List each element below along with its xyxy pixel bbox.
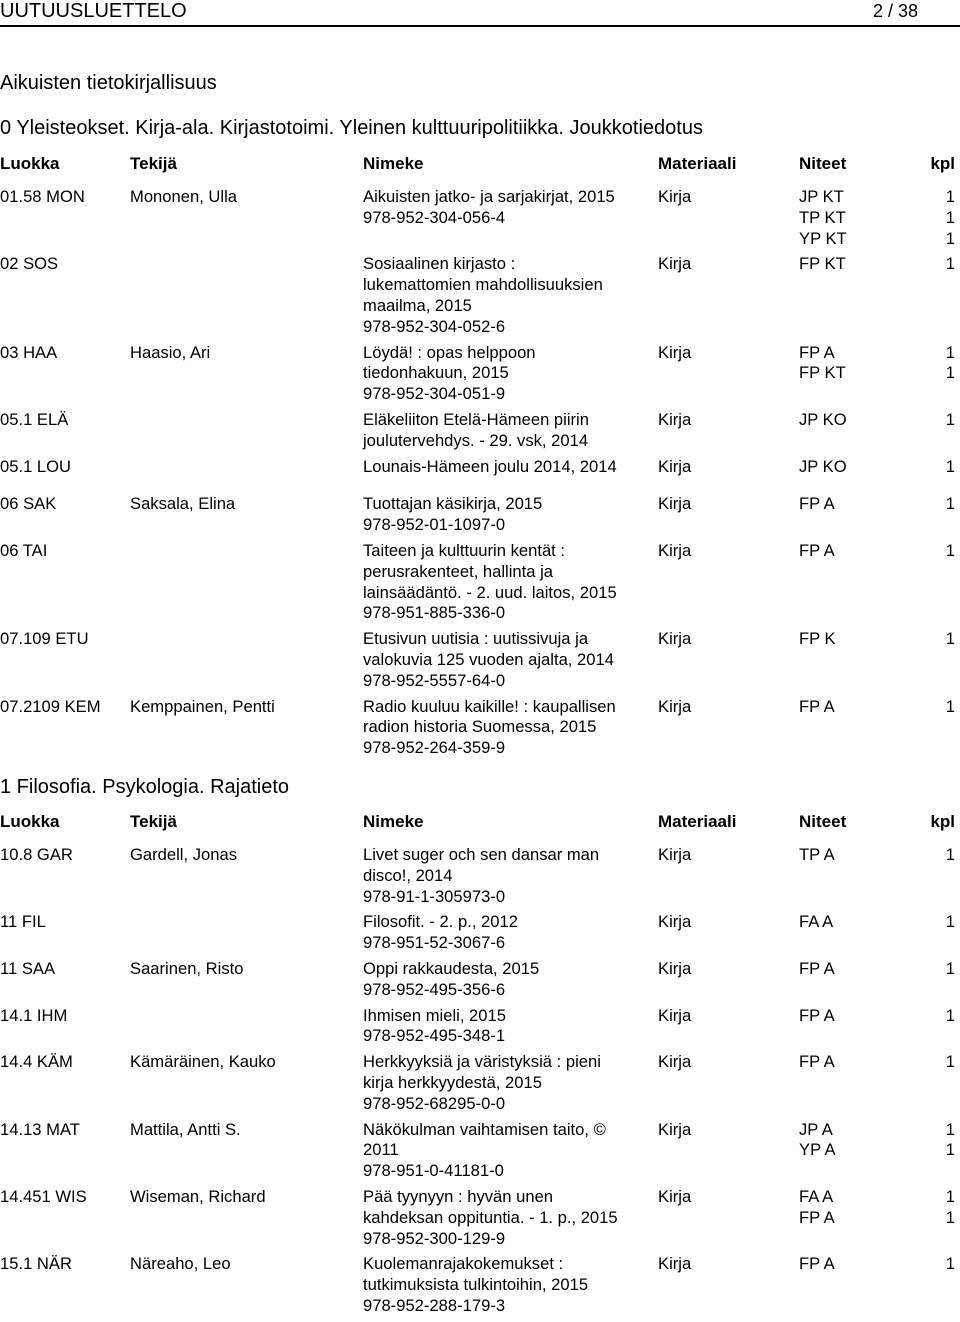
entry-title [363, 629, 653, 691]
catalog-entry [0, 541, 960, 624]
entry-copy-location: FP A [799, 342, 835, 362]
entry-title-line: Tuottajan käsikirja, 2015 [363, 494, 543, 514]
entry-count-value: 1 [945, 342, 955, 362]
entry-copies [799, 959, 835, 980]
entry-copies [799, 697, 835, 718]
entry-count-value: 1 [945, 958, 955, 978]
entry-title-line: 978-951-0-41181-0 [363, 1161, 504, 1181]
entry-classification: 06 SAK [0, 494, 57, 514]
catalog-entry [0, 187, 960, 249]
entry-count [946, 959, 955, 980]
col-luokka: Luokka [0, 154, 60, 173]
entry-author: Haasio, Ari [130, 342, 211, 362]
entry-count-value: 1 [945, 494, 955, 514]
entry-title-line: 978-951-52-3067-6 [363, 933, 506, 953]
entry-count-value: 1 [945, 187, 955, 206]
entry-count [946, 187, 955, 249]
catalog-entry [0, 697, 960, 759]
entry-title-line: 978-952-300-129-9 [363, 1228, 506, 1248]
entry-count [946, 457, 955, 478]
entry-classification: 11 SAA [0, 958, 56, 978]
entry-title [363, 410, 653, 452]
catalog-entry [0, 343, 960, 405]
entry-material: Kirja [658, 1005, 692, 1025]
entry-author: Kemppainen, Pentti [130, 696, 275, 716]
catalog-entry [0, 912, 960, 954]
entry-count [946, 541, 955, 562]
entry-material: Kirja [658, 540, 692, 560]
entry-copy-location: TP KT [799, 207, 846, 227]
entry-author: Wiseman, Richard [130, 1186, 266, 1206]
group-heading: 0 Yleisteokset. Kirja-ala. Kirjastotoimi. Yleinen kulttuuripolitiikka. Joukkotiedotus [0, 117, 703, 139]
entries-group-0 [0, 187, 960, 764]
entry-classification: 07.109 ETU [0, 629, 89, 649]
entry-title [363, 1120, 653, 1182]
catalog-entry [0, 1254, 960, 1316]
entry-title-line: Sosiaalinen kirjasto : [363, 254, 516, 274]
col-kpl: kpl [930, 812, 955, 831]
entry-classification: 05.1 ELÄ [0, 409, 69, 429]
entry-title-line: 978-91-1-305973-0 [363, 886, 506, 906]
entry-copies [799, 912, 833, 933]
entry-author: Saksala, Elina [130, 494, 236, 514]
entry-title-line: Taiteen ja kulttuurin kentät : [363, 540, 566, 560]
col-niteet: Niteet [799, 812, 847, 831]
entry-title [363, 457, 653, 478]
entry-copy-location: FP A [799, 1052, 835, 1072]
entry-copy-location: JP A [799, 1119, 833, 1139]
col-tekija: Tekijä [130, 154, 177, 173]
entry-count-value: 1 [945, 228, 955, 248]
entry-title-line: 2011 [363, 1140, 399, 1160]
entry-title-line: Kuolemanrajakokemukset : [363, 1254, 564, 1274]
entry-count [946, 1052, 955, 1073]
entry-material: Kirja [658, 696, 692, 716]
entry-title-line: Näkökulman vaihtamisen taito, © [363, 1119, 606, 1139]
entry-title-line: maailma, 2015 [363, 295, 472, 315]
entry-material: Kirja [658, 494, 692, 514]
entry-author: Näreaho, Leo [130, 1254, 231, 1274]
group-heading: 1 Filosofia. Psykologia. Rajatieto [0, 776, 290, 798]
entry-copies [799, 845, 835, 866]
entry-classification: 15.1 NÄR [0, 1254, 72, 1274]
entry-title [363, 187, 653, 229]
col-kpl: kpl [930, 154, 955, 173]
entry-copy-location: TP A [799, 845, 835, 864]
entry-material: Kirja [658, 1119, 692, 1139]
entry-copy-location: FP A [799, 1005, 835, 1025]
entry-copies [799, 629, 836, 650]
entry-title-line: 978-952-5557-64-0 [363, 670, 506, 690]
entry-material: Kirja [658, 629, 692, 649]
entry-count-value: 1 [945, 409, 955, 429]
entry-classification: 14.13 MAT [0, 1119, 80, 1139]
entry-copies [799, 541, 835, 562]
section-title: Aikuisten tietokirjallisuus [0, 72, 217, 94]
entry-copy-location: JP KO [799, 409, 847, 429]
page-number: 2 / 38 [872, 1, 918, 21]
entry-copy-location: FP A [799, 1254, 835, 1274]
entry-copies [799, 187, 847, 249]
entry-copies [799, 410, 847, 431]
entry-count-value: 1 [945, 912, 955, 932]
entry-copy-location: FP K [799, 629, 836, 649]
entry-copy-location: JP KO [799, 456, 847, 476]
entry-title-line: 978-952-495-356-6 [363, 979, 506, 999]
entry-count-value: 1 [945, 845, 955, 864]
entry-count [946, 1006, 955, 1027]
entry-title-line: Ihmisen mieli, 2015 [363, 1005, 506, 1025]
entry-title [363, 959, 653, 1001]
entry-material: Kirja [658, 1254, 692, 1274]
entry-classification: 05.1 LOU [0, 456, 72, 476]
catalog-entry [0, 457, 960, 478]
entry-material: Kirja [658, 1186, 692, 1206]
entry-count-value: 1 [945, 1186, 955, 1206]
col-luokka: Luokka [0, 812, 60, 831]
entry-copy-location: FP KT [799, 254, 846, 274]
entry-title-line: Pää tyynyyn : hyvän unen [363, 1186, 554, 1206]
entry-material: Kirja [658, 342, 692, 362]
entry-title [363, 697, 653, 759]
entry-copies [799, 254, 846, 275]
entry-title-line: 978-952-68295-0-0 [363, 1093, 506, 1113]
col-materiaali: Materiaali [658, 812, 737, 831]
entry-copy-location: YP KT [799, 228, 847, 248]
column-header-row [0, 812, 960, 832]
entry-count [946, 629, 955, 650]
entry-title [363, 541, 653, 624]
entry-material: Kirja [658, 958, 692, 978]
entry-title-line: lainsäädäntö. - 2. uud. laitos, 2015 [363, 582, 617, 602]
entry-count-value: 1 [945, 254, 955, 274]
entry-title-line: lukemattomien mahdollisuuksien [363, 275, 603, 295]
entry-count [946, 697, 955, 718]
entry-count-value: 1 [945, 207, 955, 227]
entry-count [946, 1187, 955, 1229]
entry-copies [799, 1187, 835, 1229]
entry-title-line: tutkimuksista tulkintoihin, 2015 [363, 1275, 589, 1295]
entry-copies [799, 1006, 835, 1027]
entry-title-line: Oppi rakkaudesta, 2015 [363, 958, 540, 978]
header-rule [0, 25, 960, 27]
col-nimeke: Nimeke [363, 154, 424, 173]
entry-title [363, 1187, 653, 1249]
entry-title-line: perusrakenteet, hallinta ja [363, 561, 554, 581]
entry-count-value: 1 [945, 540, 955, 560]
entry-title-line: 978-952-01-1097-0 [363, 515, 506, 535]
entry-author: Kämäräinen, Kauko [130, 1052, 276, 1072]
entry-copy-location: FA A [799, 1186, 834, 1206]
entry-count [946, 254, 955, 275]
col-niteet: Niteet [799, 154, 847, 173]
entry-material: Kirja [658, 187, 692, 206]
entry-material: Kirja [658, 409, 692, 429]
entry-count [946, 494, 955, 515]
entry-title [363, 845, 653, 907]
entry-title-line: valokuvia 125 vuoden ajalta, 2014 [363, 649, 614, 669]
entry-author: Mononen, Ulla [130, 187, 238, 206]
entry-title-line: 978-952-264-359-9 [363, 738, 506, 758]
catalog-entry [0, 845, 960, 907]
entry-classification: 10.8 GAR [0, 845, 73, 864]
entry-copy-location: FP A [799, 540, 835, 560]
catalog-entry [0, 1120, 960, 1182]
col-tekija: Tekijä [130, 812, 177, 831]
col-nimeke: Nimeke [363, 812, 424, 831]
entry-count-value: 1 [945, 629, 955, 649]
catalog-entry [0, 629, 960, 691]
entry-count [946, 410, 955, 431]
entry-count [946, 845, 955, 866]
entry-author: Mattila, Antti S. [130, 1119, 241, 1139]
entry-material: Kirja [658, 845, 692, 864]
entry-count [946, 912, 955, 933]
entry-title [363, 494, 653, 536]
entry-copy-location: JP KT [799, 187, 844, 206]
entry-count-value: 1 [945, 1254, 955, 1274]
entry-material: Kirja [658, 1052, 692, 1072]
entries-group-1 [0, 845, 960, 1322]
entry-classification: 02 SOS [0, 254, 59, 274]
entry-classification: 06 TAI [0, 540, 48, 560]
entry-title-line: Lounais-Hämeen joulu 2014, 2014 [363, 456, 617, 476]
entry-copy-location: FP A [799, 494, 835, 514]
entry-classification: 11 FIL [0, 912, 46, 932]
entry-title-line: radion historia Suomessa, 2015 [363, 717, 597, 737]
entry-classification: 01.58 MON [0, 187, 85, 206]
entry-copies [799, 1254, 835, 1275]
entry-title-line: kirja herkkyydestä, 2015 [363, 1072, 542, 1092]
entry-title-line: 978-952-495-348-1 [363, 1026, 506, 1046]
catalog-entry [0, 1187, 960, 1249]
entry-material: Kirja [658, 912, 692, 932]
entry-material: Kirja [658, 456, 692, 476]
entry-title [363, 1052, 653, 1114]
entry-title-line: Herkkyyksiä ja väristyksiä : pieni [363, 1052, 601, 1072]
entry-copies [799, 457, 847, 478]
entry-count-value: 1 [945, 1119, 955, 1139]
entry-copies [799, 1120, 836, 1162]
entry-copy-location: FP A [799, 1207, 835, 1227]
catalog-entry [0, 1006, 960, 1048]
entry-title-line: 978-952-304-052-6 [363, 316, 506, 336]
entry-copy-location: FP KT [799, 363, 846, 383]
entry-copies [799, 343, 846, 385]
entry-count [946, 343, 955, 385]
entry-title-line: kahdeksan oppituntia. - 1. p., 2015 [363, 1207, 618, 1227]
catalog-entry [0, 494, 960, 536]
entry-title [363, 343, 653, 405]
entry-title [363, 912, 653, 954]
entry-count-value: 1 [945, 1005, 955, 1025]
entry-title-line: Filosofit. - 2. p., 2012 [363, 912, 518, 932]
entry-classification: 14.451 WIS [0, 1186, 87, 1206]
entry-title-line: Radio kuuluu kaikille! : kaupallisen [363, 696, 616, 716]
entry-title-line: 978-952-304-056-4 [363, 207, 506, 227]
entry-count-value: 1 [945, 1207, 955, 1227]
catalog-entry [0, 410, 960, 452]
entry-classification: 03 HAA [0, 342, 58, 362]
entry-title-line: 978-951-885-336-0 [363, 603, 506, 623]
entry-title-line: Löydä! : opas helppoon [363, 342, 536, 362]
entry-count [946, 1120, 955, 1162]
entry-title [363, 254, 653, 337]
entry-title-line: 978-952-288-179-3 [363, 1295, 506, 1315]
document-title: UUTUUSLUETTELO [0, 0, 187, 22]
entry-title-line: Livet suger och sen dansar man [363, 845, 600, 864]
entry-title-line: Aikuisten jatko- ja sarjakirjat, 2015 [363, 187, 615, 206]
catalog-entry [0, 959, 960, 1001]
entry-count-value: 1 [945, 456, 955, 476]
entry-copies [799, 494, 835, 515]
entry-title-line: Eläkeliiton Etelä-Hämeen piirin [363, 409, 589, 429]
entry-classification: 07.2109 KEM [0, 696, 101, 716]
entry-classification: 14.4 KÄM [0, 1052, 73, 1072]
entry-author: Saarinen, Risto [130, 958, 244, 978]
entry-copy-location: FP A [799, 958, 835, 978]
entry-count-value: 1 [945, 363, 955, 383]
entry-material: Kirja [658, 254, 692, 274]
page-header [0, 0, 960, 22]
entry-title-line: disco!, 2014 [363, 865, 453, 885]
entry-copy-location: YP A [799, 1140, 836, 1160]
entry-copy-location: FP A [799, 696, 835, 716]
entry-copies [799, 1052, 835, 1073]
entry-classification: 14.1 IHM [0, 1005, 68, 1025]
entry-count-value: 1 [945, 1140, 955, 1160]
column-header-row [0, 154, 960, 174]
entry-title [363, 1254, 653, 1316]
entry-title-line: joulutervehdys. - 29. vsk, 2014 [363, 430, 589, 450]
col-materiaali: Materiaali [658, 154, 737, 173]
catalog-entry [0, 1052, 960, 1114]
entry-title-line: 978-952-304-051-9 [363, 384, 506, 404]
entry-title-line: Etusivun uutisia : uutissivuja ja [363, 629, 589, 649]
entry-count-value: 1 [945, 696, 955, 716]
entry-count-value: 1 [945, 1052, 955, 1072]
entry-title-line: tiedonhakuun, 2015 [363, 363, 509, 383]
catalog-entry [0, 254, 960, 337]
entry-author: Gardell, Jonas [130, 845, 237, 864]
entry-count [946, 1254, 955, 1275]
entry-title [363, 1006, 653, 1048]
entry-copy-location: FA A [799, 912, 834, 932]
